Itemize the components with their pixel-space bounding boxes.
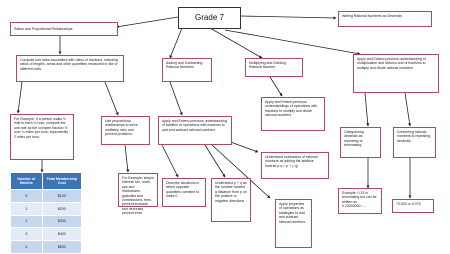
table-cell-months: 0 bbox=[11, 190, 43, 203]
use-proportional-box: Use proportional relationships to solve multistep ratio and percent problems. bbox=[101, 116, 150, 145]
apply-extend-mult-box: Apply and Extend previous understanding of multiplication and division and of fractions to multiply and divide rational numbers bbox=[353, 54, 439, 93]
table-cell-months: 4 bbox=[11, 241, 43, 254]
example-walk-box: For Example: If a person walks ½ mile in each ¼ hour, compute the unit rate as the complex fraction ½ over ¼ miles per hour, equivalently 2 miles per hour. bbox=[10, 114, 74, 160]
table-header-cost: Total Membership Cost bbox=[42, 173, 81, 190]
example-interest-box: For Example: simple interest, tax, mark-ups and markdowns, gratuities and commissions, fees, percent increase and decrease, percent error. bbox=[118, 173, 158, 207]
table-row bbox=[11, 228, 82, 241]
table-cell-cost: $400 bbox=[42, 228, 81, 241]
compute-unit-rates-box: Compute unit rates associated with ratios of fractions, including ratios of lengths, areas and other quantities measured in like or different units bbox=[16, 55, 124, 82]
table-cell-months: 3 bbox=[11, 228, 43, 241]
table-header-months: Number of Months bbox=[11, 173, 43, 190]
understand-pq-box: Understand p + q as the number located a distance from p on the positive or negative directions bbox=[211, 178, 251, 222]
apply-extend-add-box: Apply and Extend previous understanding of addition of operations with fractions to add and subtract rational numbers bbox=[158, 116, 232, 145]
example-terminating-box: Example: 0.23 is terminating but can be written as 0.23000000...... bbox=[338, 188, 382, 214]
apply-extend-ops-box: Apply and Extend previous understandings of operations with fractions to multiply and divide rational numbers bbox=[261, 97, 325, 131]
table-row bbox=[11, 190, 82, 203]
multiplying-dividing-box: Multiplying and Dividing Rational Number bbox=[245, 58, 303, 77]
table-cell-cost: $200 bbox=[42, 202, 81, 215]
describe-situations-box: Describe situations in which opposite quantities combine to make 0. bbox=[162, 178, 206, 207]
table-row bbox=[11, 241, 82, 254]
table-cell-cost: $300 bbox=[42, 215, 81, 228]
membership-table bbox=[10, 172, 82, 254]
table-cell-months: 1 bbox=[11, 202, 43, 215]
writing-rational-box: Writing Rational Numbers as Decimals bbox=[338, 11, 432, 27]
apply-properties-box: Apply properties of operations as strategies to add and subtract rational numbers bbox=[275, 199, 312, 248]
table-row bbox=[11, 215, 82, 228]
table-cell-months: 2 bbox=[11, 215, 43, 228]
understand-subtraction-box: Understand subtraction of rational numbers as adding the additive inverse p-q = p + (-q) bbox=[261, 152, 329, 179]
adding-subtracting-box: Adding and Subtracting Rational Numbers bbox=[162, 58, 212, 82]
table-cell-cost: $500 bbox=[42, 241, 81, 254]
example-seven-box: 7/1000 or 0.075 bbox=[392, 199, 434, 213]
page-title: Grade 7 bbox=[178, 7, 241, 29]
converting-box: Converting rational numbers to repeating decimals bbox=[393, 127, 436, 158]
table-cell-cost: $100 bbox=[42, 190, 81, 203]
table-row bbox=[11, 202, 82, 215]
ratios-box: Ratios and Proportional Relationships bbox=[10, 22, 118, 36]
categorizing-box: Categorizing decimals as repeating or terminating bbox=[340, 127, 381, 158]
